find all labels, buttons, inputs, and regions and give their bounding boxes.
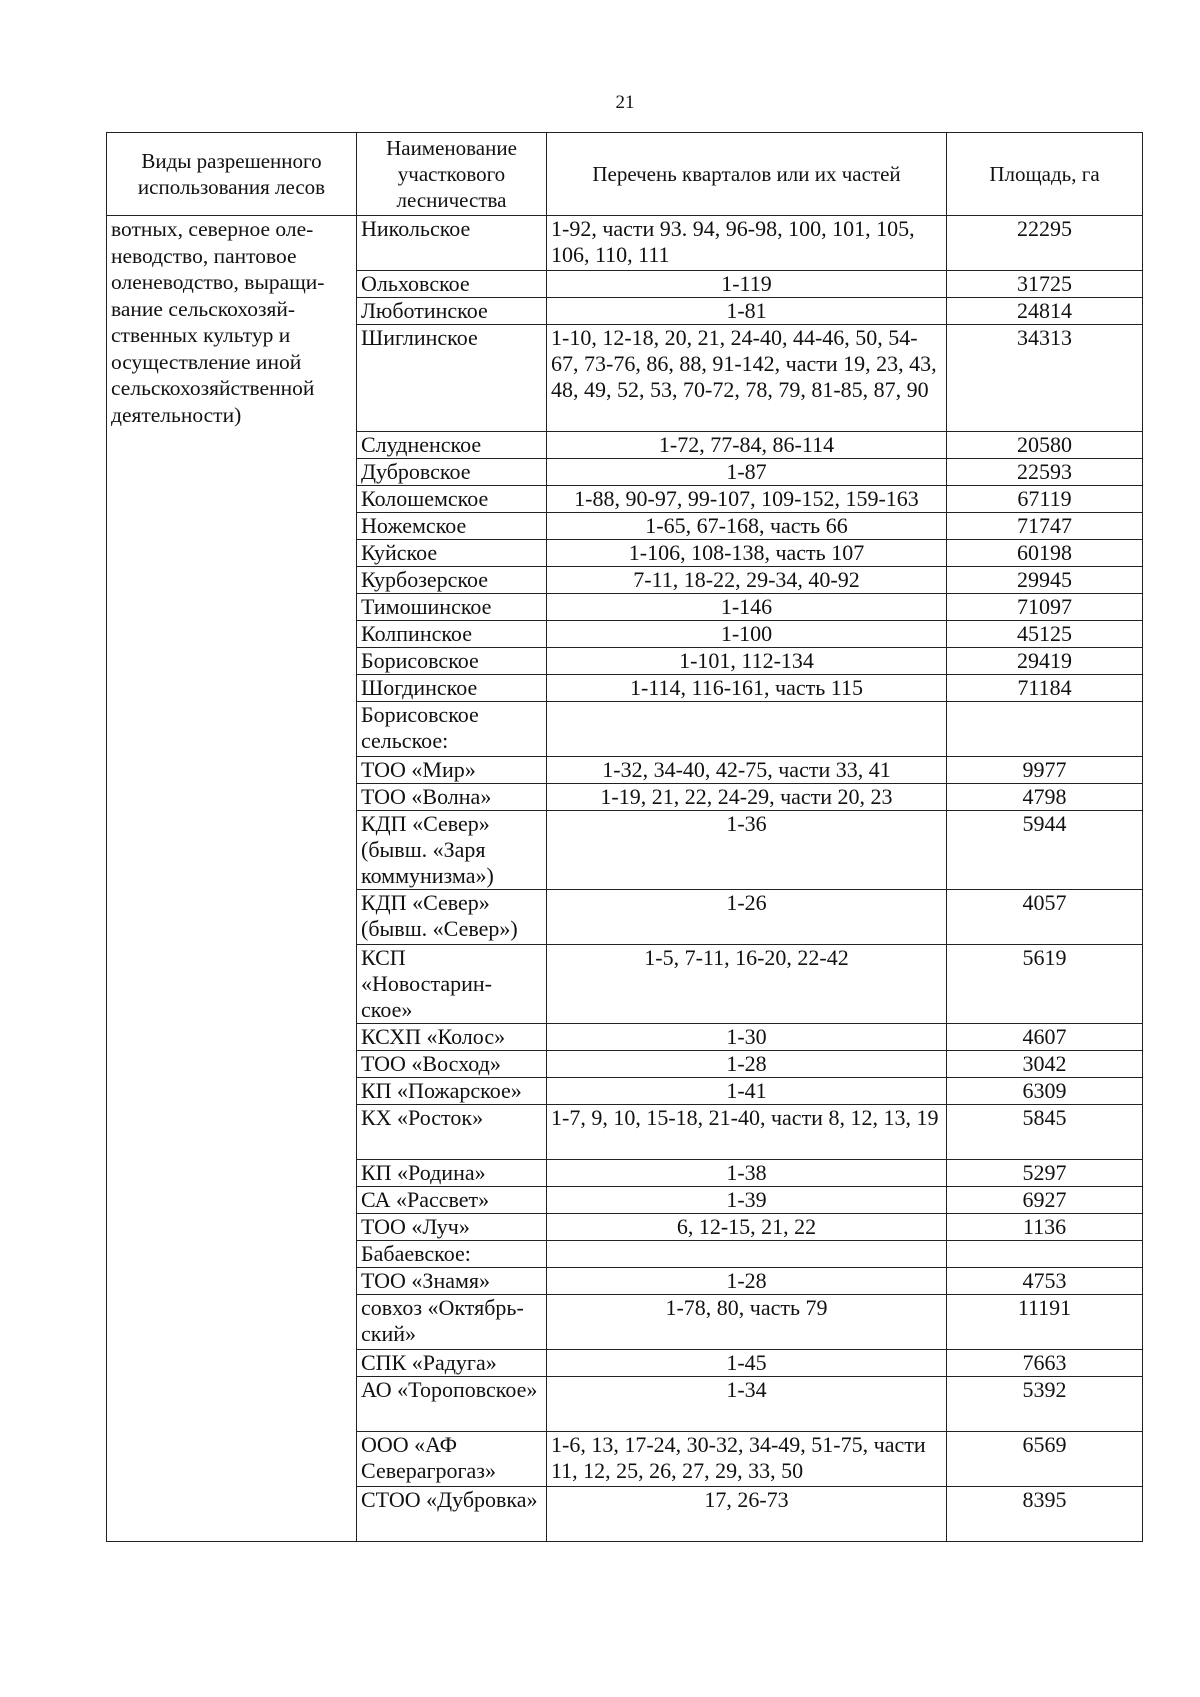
forestry-name-cell: Никольское (357, 216, 547, 271)
quarters-cell: 1-10, 12-18, 20, 21, 24-40, 44-46, 50, 54-67, 73-76, 86, 88, 91-142, части 19, 23, 43, 48, 49, 52, 53, 70-72, 78, 79, 81-85, 87, 90 (547, 325, 947, 432)
area-cell: 71097 (947, 594, 1143, 621)
forest-use-table (106, 132, 1143, 1542)
forestry-name-cell: Куйское (357, 540, 547, 567)
quarters-cell: 1-26 (547, 890, 947, 945)
area-cell: 5619 (947, 945, 1143, 1024)
header-forestry: Наименование участкового лесничества (357, 133, 547, 216)
area-cell: 6927 (947, 1187, 1143, 1214)
quarters-cell: 7-11, 18-22, 29-34, 40-92 (547, 567, 947, 594)
forestry-name-cell: АО «Тороповское» (357, 1377, 547, 1432)
forestry-name-cell: ТОО «Мир» (357, 757, 547, 784)
usage-cell: вотных, северное оле-неводство, пантовое оленеводство, выращи-вание сельскохозяй-ственных культур и осуществление иной сельскохозяйственной деятельности) (107, 216, 357, 1542)
quarters-cell: 1-72, 77-84, 86-114 (547, 432, 947, 459)
area-cell: 7663 (947, 1350, 1143, 1377)
forestry-name-cell: Дубровское (357, 459, 547, 486)
quarters-cell: 1-88, 90-97, 99-107, 109-152, 159-163 (547, 486, 947, 513)
area-cell: 8395 (947, 1487, 1143, 1542)
quarters-cell: 1-78, 80, часть 79 (547, 1295, 947, 1350)
forestry-name-cell: КХ «Росток» (357, 1105, 547, 1160)
forestry-name-cell: СТОО «Дубровка» (357, 1487, 547, 1542)
forestry-name-cell: Борисовское (357, 648, 547, 675)
forestry-name-cell: Тимошинское (357, 594, 547, 621)
area-cell: 29419 (947, 648, 1143, 675)
table-header-row (107, 133, 1143, 216)
quarters-cell: 6, 12-15, 21, 22 (547, 1214, 947, 1241)
area-cell: 67119 (947, 486, 1143, 513)
area-cell: 6309 (947, 1078, 1143, 1105)
quarters-cell: 1-119 (547, 271, 947, 298)
quarters-cell: 1-30 (547, 1024, 947, 1051)
quarters-cell: 1-39 (547, 1187, 947, 1214)
quarters-cell (547, 702, 947, 757)
quarters-cell: 17, 26-73 (547, 1487, 947, 1542)
forestry-name-cell: Борисовское сельское: (357, 702, 547, 757)
forestry-name-cell: Ножемское (357, 513, 547, 540)
area-cell: 5944 (947, 811, 1143, 890)
area-cell (947, 702, 1143, 757)
area-cell: 5297 (947, 1160, 1143, 1187)
area-cell: 31725 (947, 271, 1143, 298)
header-quarters: Перечень кварталов или их частей (547, 133, 947, 216)
area-cell: 29945 (947, 567, 1143, 594)
quarters-cell: 1-28 (547, 1268, 947, 1295)
quarters-cell (547, 1241, 947, 1268)
area-cell: 4798 (947, 784, 1143, 811)
area-cell: 20580 (947, 432, 1143, 459)
header-area: Площадь, га (947, 133, 1143, 216)
area-cell: 6569 (947, 1432, 1143, 1487)
area-cell: 5392 (947, 1377, 1143, 1432)
forestry-name-cell: КДП «Север» (бывш. «Север») (357, 890, 547, 945)
quarters-cell: 1-28 (547, 1051, 947, 1078)
quarters-cell: 1-6, 13, 17-24, 30-32, 34-49, 51-75, части 11, 12, 25, 26, 27, 29, 33, 50 (547, 1432, 947, 1487)
forestry-name-cell: КДП «Север» (бывш. «Заря коммунизма») (357, 811, 547, 890)
quarters-cell: 1-65, 67-168, часть 66 (547, 513, 947, 540)
quarters-cell: 1-146 (547, 594, 947, 621)
quarters-cell: 1-92, части 93. 94, 96-98, 100, 101, 105, 106, 110, 111 (547, 216, 947, 271)
area-cell: 4607 (947, 1024, 1143, 1051)
forestry-name-cell: Слудненское (357, 432, 547, 459)
area-cell: 71184 (947, 675, 1143, 702)
area-cell: 22295 (947, 216, 1143, 271)
forestry-name-cell: КП «Пожарское» (357, 1078, 547, 1105)
area-cell: 22593 (947, 459, 1143, 486)
quarters-cell: 1-41 (547, 1078, 947, 1105)
page-number: 21 (615, 92, 635, 113)
forestry-name-cell: Ольховское (357, 271, 547, 298)
forestry-name-cell: Колошемское (357, 486, 547, 513)
quarters-cell: 1-32, 34-40, 42-75, части 33, 41 (547, 757, 947, 784)
forestry-name-cell: КСП «Новостарин-ское» (357, 945, 547, 1024)
forestry-name-cell: Бабаевское: (357, 1241, 547, 1268)
quarters-cell: 1-19, 21, 22, 24-29, части 20, 23 (547, 784, 947, 811)
quarters-cell: 1-81 (547, 298, 947, 325)
header-usage: Виды разрешенного использования лесов (107, 133, 357, 216)
quarters-cell: 1-101, 112-134 (547, 648, 947, 675)
forestry-name-cell: ООО «АФ Северагрогаз» (357, 1432, 547, 1487)
area-cell: 45125 (947, 621, 1143, 648)
quarters-cell: 1-7, 9, 10, 15-18, 21-40, части 8, 12, 13, 19 (547, 1105, 947, 1160)
forestry-name-cell: ТОО «Луч» (357, 1214, 547, 1241)
forestry-name-cell: СПК «Радуга» (357, 1350, 547, 1377)
forestry-name-cell: СА «Рассвет» (357, 1187, 547, 1214)
forestry-name-cell: Колпинское (357, 621, 547, 648)
quarters-cell: 1-100 (547, 621, 947, 648)
area-cell: 1136 (947, 1214, 1143, 1241)
quarters-cell: 1-87 (547, 459, 947, 486)
forestry-name-cell: Шогдинское (357, 675, 547, 702)
table-row (107, 216, 1143, 271)
area-cell: 34313 (947, 325, 1143, 432)
quarters-cell: 1-36 (547, 811, 947, 890)
area-cell (947, 1241, 1143, 1268)
forestry-name-cell: КП «Родина» (357, 1160, 547, 1187)
forestry-name-cell: совхоз «Октябрь-ский» (357, 1295, 547, 1350)
area-cell: 9977 (947, 757, 1143, 784)
area-cell: 5845 (947, 1105, 1143, 1160)
quarters-cell: 1-45 (547, 1350, 947, 1377)
quarters-cell: 1-106, 108-138, часть 107 (547, 540, 947, 567)
forestry-name-cell: Шиглинское (357, 325, 547, 432)
area-cell: 24814 (947, 298, 1143, 325)
forestry-name-cell: ТОО «Волна» (357, 784, 547, 811)
area-cell: 3042 (947, 1051, 1143, 1078)
quarters-cell: 1-114, 116-161, часть 115 (547, 675, 947, 702)
area-cell: 4057 (947, 890, 1143, 945)
quarters-cell: 1-38 (547, 1160, 947, 1187)
forestry-name-cell: Курбозерское (357, 567, 547, 594)
quarters-cell: 1-5, 7-11, 16-20, 22-42 (547, 945, 947, 1024)
area-cell: 60198 (947, 540, 1143, 567)
forestry-name-cell: Люботинское (357, 298, 547, 325)
area-cell: 4753 (947, 1268, 1143, 1295)
quarters-cell: 1-34 (547, 1377, 947, 1432)
forestry-name-cell: ТОО «Знамя» (357, 1268, 547, 1295)
forestry-name-cell: ТОО «Восход» (357, 1051, 547, 1078)
area-cell: 71747 (947, 513, 1143, 540)
forestry-name-cell: КСХП «Колос» (357, 1024, 547, 1051)
area-cell: 11191 (947, 1295, 1143, 1350)
